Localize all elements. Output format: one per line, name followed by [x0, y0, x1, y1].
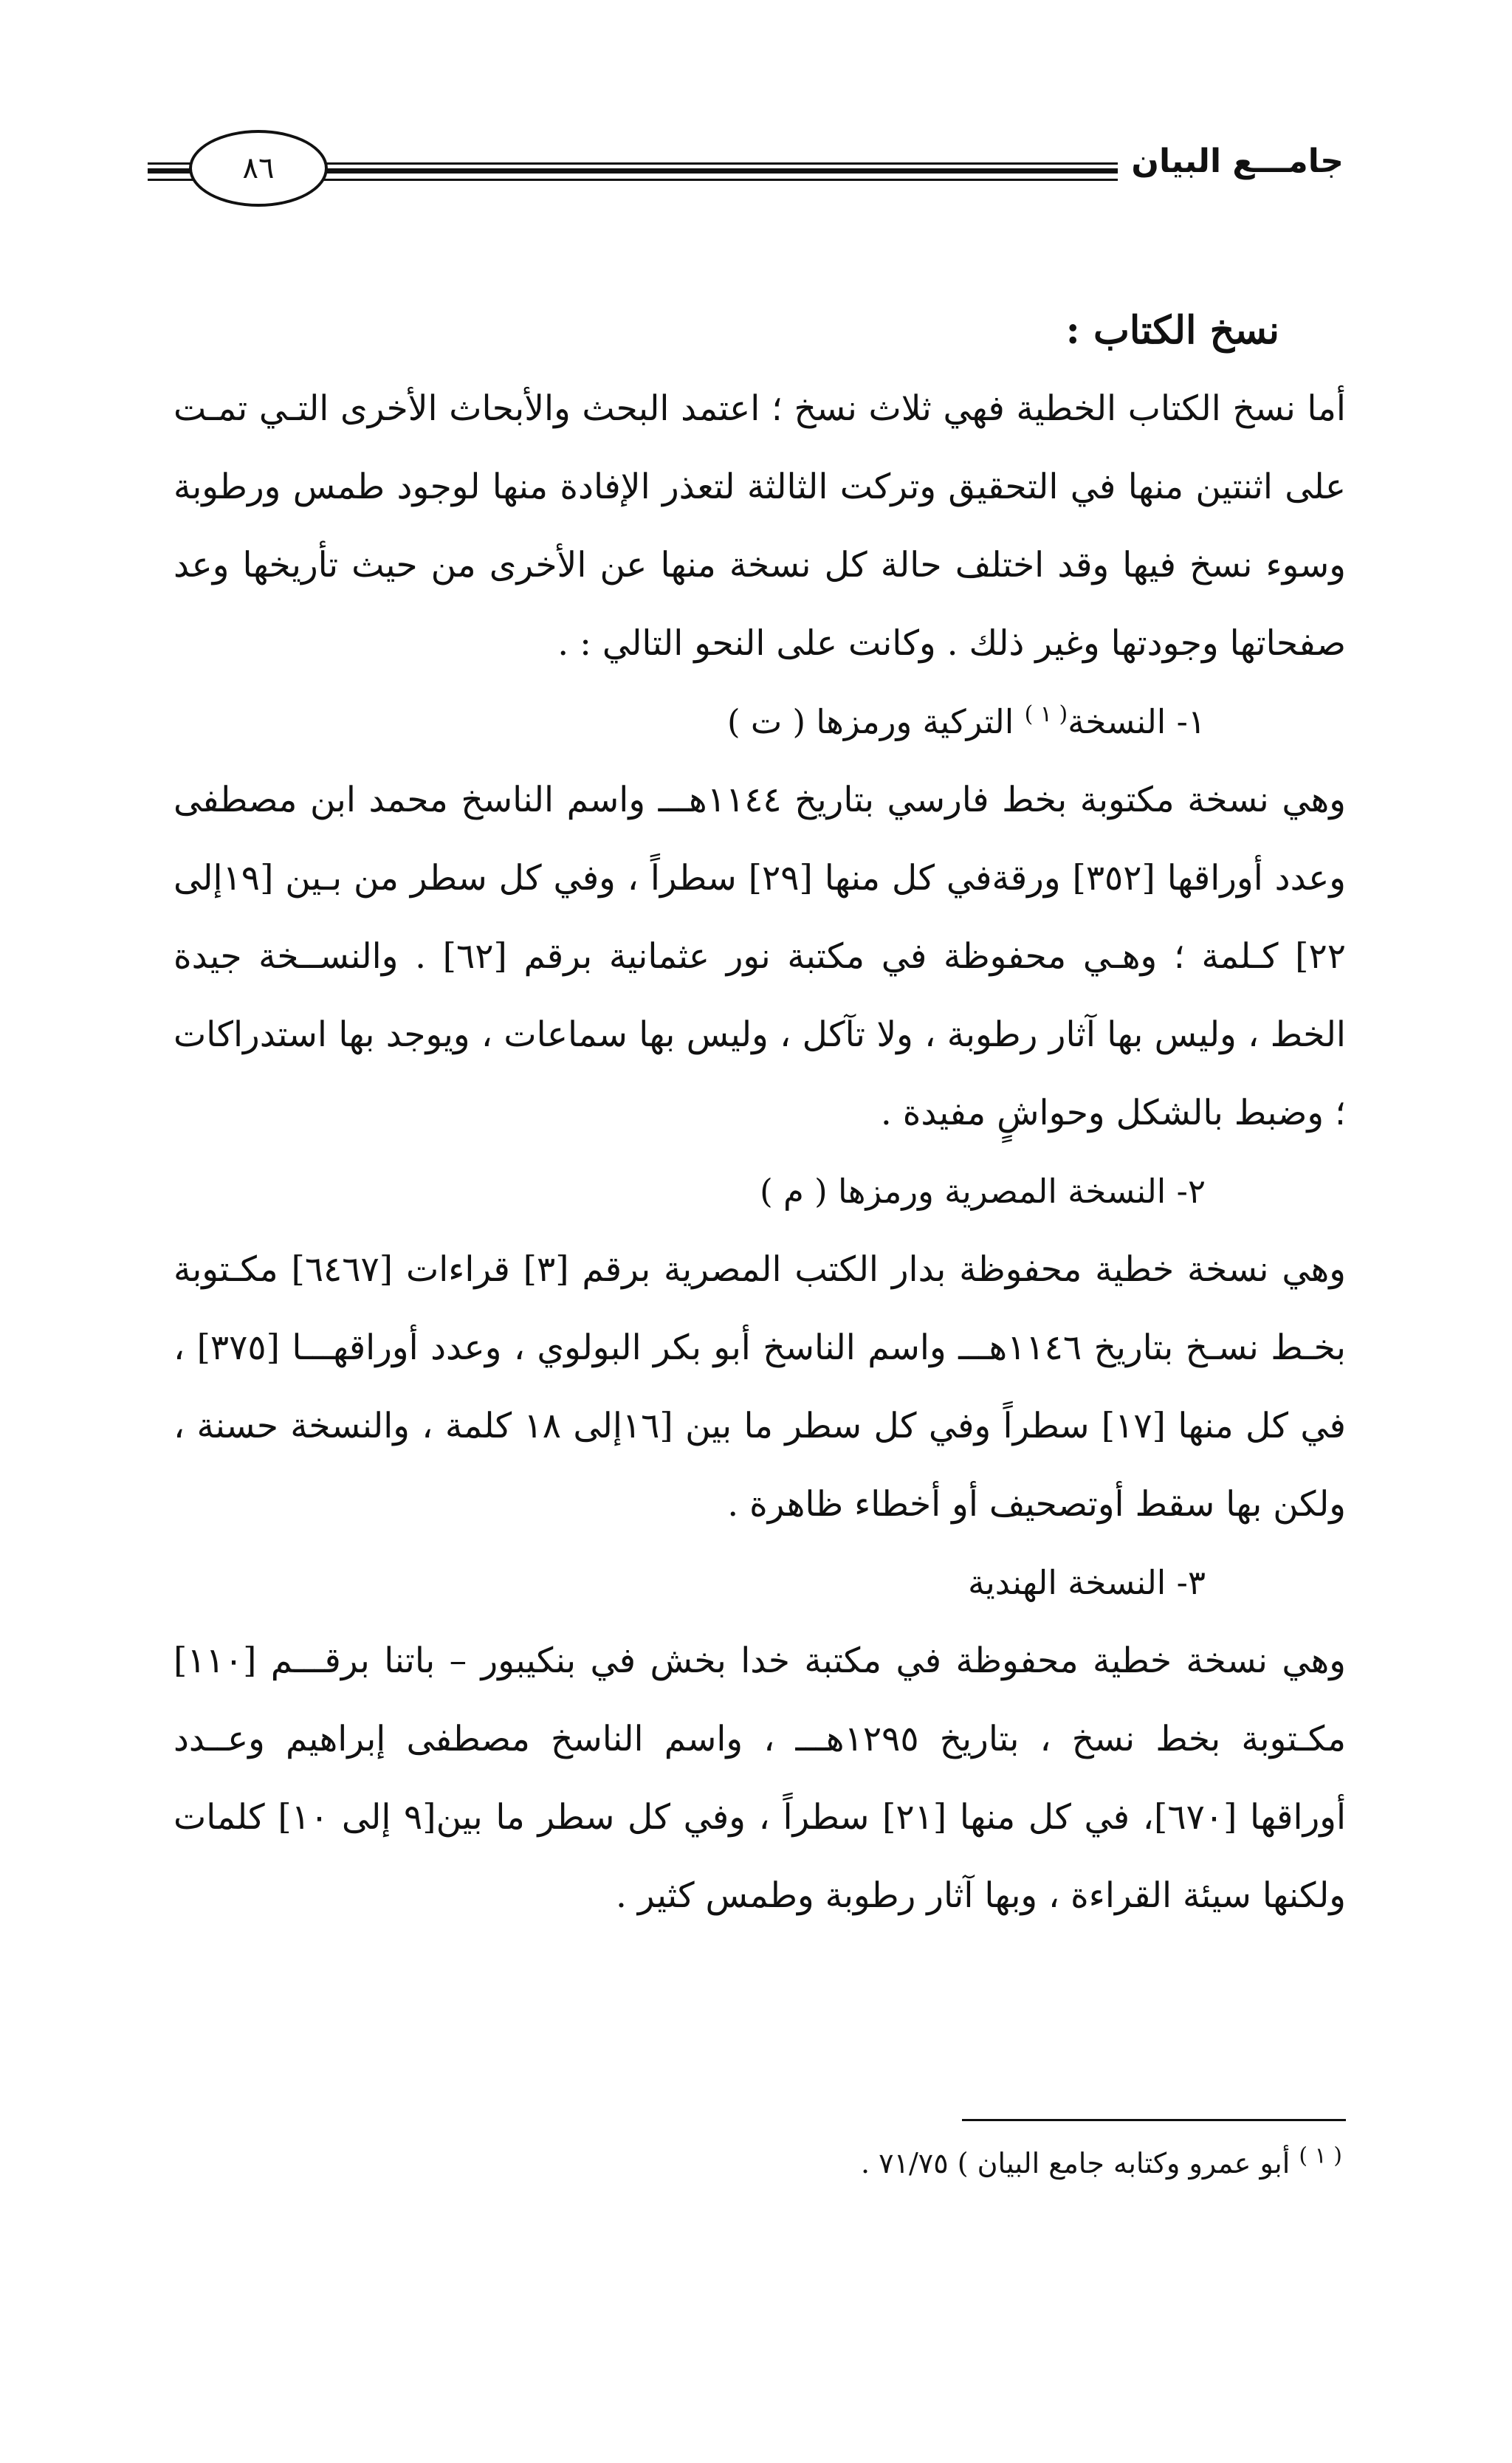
copy-2-description: وهي نسخة خطية محفوظة بدار الكتب المصرية برقم [٣] قراءات [٦٤٦٧] مكـتوبة بخـط نسـخ بتاريخ ١١٤٦هـــ واسم الناسخ أبو بكر البولوي ، وعدد أوراقهـــا [٣٧٥] ، في كل منها [١٧] سطراً وفي كل سطر ما بين [١٦إلى ١٨ كلمة ، والنسخة حسنة ، ولكن بها سقط أوتصحيف أو أخطاء ظاهرة .	[173, 1249, 1346, 1525]
running-title: جامـــع البيان	[1118, 139, 1344, 185]
footnote-reference: ( ١ )	[1024, 701, 1068, 727]
copy-1-title-suffix: التركية ورمزها ( ت )	[726, 702, 1014, 741]
section-heading: نسخ الكتاب :	[1065, 308, 1279, 353]
running-header	[148, 126, 1344, 207]
page-number: ٨٦	[189, 130, 328, 207]
copy-3-title: ٣- النسخة الهندية	[968, 1563, 1206, 1602]
copy-1-title	[173, 683, 1346, 761]
intro-paragraph: أما نسخ الكتاب الخطية فهي ثلاث نسخ ؛ اعتمد البحث والأبحاث الأخرى التـي تمـت على اثنتين منها في التحقيق وتركت الثالثة لتعذر الإفادة منها لوجود طمس ورطوبة وسوء نسخ فيها وقد اختلف حالة كل نسخة منها عن الأخرى من حيث تأريخها وعد صفحاتها وجودتها وغير ذلك . وكانت على النحو التالي : .	[173, 388, 1346, 664]
copy-2-title: ٢- النسخة المصرية ورمزها ( م )	[760, 1172, 1206, 1211]
footnote-separator	[962, 2119, 1346, 2121]
copy-1-title-prefix: ١- النسخة	[1068, 702, 1206, 741]
footnote-text: أبو عمرو وكتابه جامع البيان ) ٧١/٧٥ .	[860, 2147, 1291, 2179]
copy-3-description: وهي نسخة خطية محفوظة في مكتبة خدا بخش في بنكيبور – باتنا برقـــم [١١٠] مكـتوبة بخط نسخ ، بتاريخ ١٢٩٥هـــ ، واسم الناسخ مصطفى إبراهيم وعــدد أوراقها [٦٧٠]، في كل منها [٢١] سطراً ، وفي كل سطر ما بين[٩ إلى ١٠] كلمات ولكنها سيئة القراءة ، وبها آثار رطوبة وطمس كثير .	[173, 1641, 1347, 1916]
footnote	[861, 2137, 1342, 2189]
footnote-marker: ( ١ )	[1299, 2143, 1342, 2169]
copy-1-description: وهي نسخة مكتوبة بخط فارسي بتاريخ ١١٤٤هـــ واسم الناسخ محمد ابن مصطفى وعدد أوراقها [٣٥٢] ورقةفي كل منها [٢٩] سطراً ، وفي كل سطر من بـين [١٩إلى ٢٢] كـلمة ؛ وهـي محفوظة في مكتبة نور عثمانية برقم [٦٢] . والنســخة جيدة الخط ، وليس بها آثار رطوبة ، ولا تآكل ، وليس بها سماعات ، ويوجد بها استدراكات ؛ وضبط بالشكل وحواشٍ مفيدة .	[173, 780, 1347, 1133]
main-text	[173, 292, 1346, 1935]
